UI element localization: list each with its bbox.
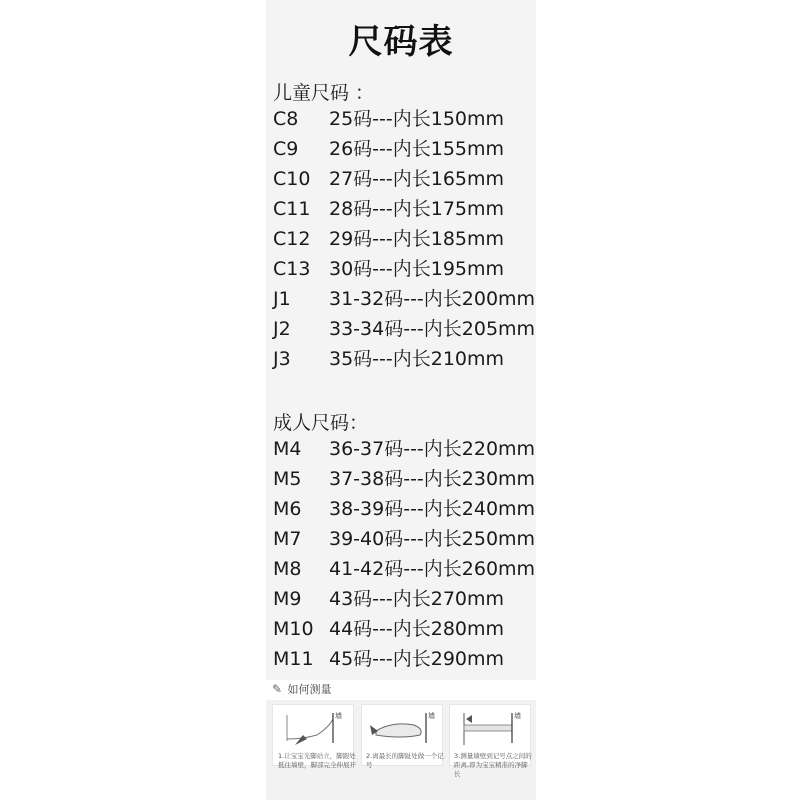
size-description: 36-37码---内长220mm xyxy=(329,438,536,460)
size-description: 26码---内长155mm xyxy=(329,138,505,160)
size-description: 28码---内长175mm xyxy=(329,198,505,220)
size-description: 39-40码---内长250mm xyxy=(329,528,536,550)
size-code: C8 xyxy=(273,108,299,130)
size-description: 44码---内长280mm xyxy=(329,618,505,640)
kids-size-label: 儿童尺码 ： xyxy=(273,82,375,104)
size-description: 43码---内长270mm xyxy=(329,588,505,610)
size-code: M8 xyxy=(273,558,302,580)
size-code: M10 xyxy=(273,618,314,640)
size-code: M5 xyxy=(273,468,302,490)
size-code: M9 xyxy=(273,588,302,610)
size-description: 35码---内长210mm xyxy=(329,348,505,370)
size-code: C10 xyxy=(273,168,311,190)
size-code: C13 xyxy=(273,258,311,280)
size-code: J2 xyxy=(273,318,291,340)
pencil-icon: ✎ xyxy=(272,682,283,696)
size-code: J1 xyxy=(273,288,291,310)
size-description: 45码---内长290mm xyxy=(329,648,505,670)
size-description: 25码---内长150mm xyxy=(329,108,505,130)
size-description: 37-38码---内长230mm xyxy=(329,468,536,490)
wall-label: 墙 xyxy=(514,712,521,720)
how-to-measure-heading xyxy=(272,680,534,698)
measure-step-2-caption: 2.离最长的脚趾处做一个记号 xyxy=(366,752,444,769)
size-description: 33-34码---内长205mm xyxy=(329,318,536,340)
size-code: C9 xyxy=(273,138,299,160)
size-code: C12 xyxy=(273,228,311,250)
size-code: M6 xyxy=(273,498,302,520)
wall-label: 墙 xyxy=(335,712,342,720)
adult-size-label: 成人尺码： xyxy=(273,412,369,434)
size-code: M11 xyxy=(273,648,314,670)
size-description: 31-32码---内长200mm xyxy=(329,288,536,310)
size-description: 29码---内长185mm xyxy=(329,228,505,250)
page-title: 尺码表 xyxy=(348,22,454,62)
size-description: 27码---内长165mm xyxy=(329,168,505,190)
how-to-measure-label: 如何测量 xyxy=(287,683,332,696)
measure-steps xyxy=(266,700,536,800)
wall-label: 墙 xyxy=(428,712,435,720)
size-code: M4 xyxy=(273,438,302,460)
size-code: J3 xyxy=(273,348,291,370)
size-code: M7 xyxy=(273,528,302,550)
size-description: 38-39码---内长240mm xyxy=(329,498,536,520)
measure-step-3-caption: 3.测量墙壁到记号点之间的距离,即为宝宝精准的净脚长 xyxy=(454,752,532,778)
measure-step-1-caption: 1.让宝宝光脚站立，脚跟处抵住墙壁，脚部完全伸展开 xyxy=(278,752,356,769)
size-description: 30码---内长195mm xyxy=(329,258,505,280)
size-description: 41-42码---内长260mm xyxy=(329,558,536,580)
blank-area xyxy=(536,680,800,800)
size-code: C11 xyxy=(273,198,311,220)
